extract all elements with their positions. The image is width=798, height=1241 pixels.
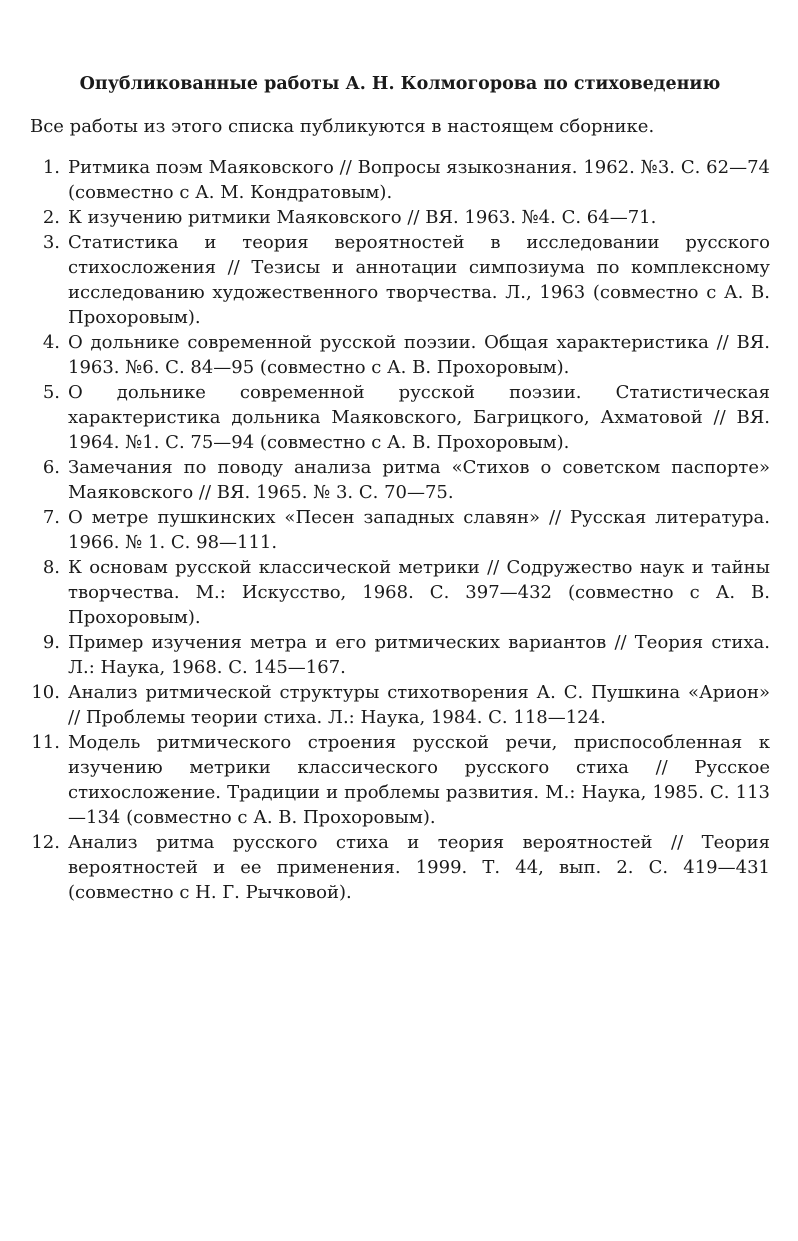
list-item xyxy=(30,730,770,830)
list-item xyxy=(30,205,770,230)
list-item-number: 5. xyxy=(42,382,60,403)
list-item-text: Модель ритмического строения русской речи, приспособленная к изучению метрики классического русского стиха // Русское стихосложение. Традиции и проблемы развития. М.: Наука, 1985. С. 113—134 (совместно с А. В. Прохоровым). xyxy=(68,732,770,828)
list-item-number: 11. xyxy=(31,732,60,753)
list-item xyxy=(30,330,770,380)
list-item-text: Анализ ритма русского стиха и теория вероятностей // Теория вероятностей и ее применения. 1999. Т. 44, вып. 2. С. 419—431 (совместно с Н. Г. Рычковой). xyxy=(68,832,770,903)
list-item-number: 12. xyxy=(31,832,60,853)
list-item-number: 7. xyxy=(42,507,60,528)
list-item-text: К изучению ритмики Маяковского // ВЯ. 1963. №4. С. 64—71. xyxy=(68,207,657,228)
list-item xyxy=(30,380,770,455)
works-list xyxy=(30,155,770,905)
list-item-text: О дольнике современной русской поэзии. Общая характеристика // ВЯ. 1963. №6. С. 84—95 (совместно с А. В. Прохоровым). xyxy=(68,332,770,378)
list-item xyxy=(30,230,770,330)
list-item-number: 6. xyxy=(42,457,60,478)
page xyxy=(30,70,770,905)
list-item-number: 3. xyxy=(42,232,60,253)
list-item-number: 1. xyxy=(42,157,60,178)
list-item-number: 9. xyxy=(42,632,60,653)
list-item-text: О дольнике современной русской поэзии. Статистическая характеристика дольника Маяковского, Багрицкого, Ахматовой // ВЯ. 1964. №1. С. 75—94 (совместно с А. В. Прохоровым). xyxy=(68,382,770,453)
intro-text: Все работы из этого списка публикуются в настоящем сборнике. xyxy=(30,116,655,137)
list-item-text: О метре пушкинских «Песен западных славян» // Русская литература. 1966. № 1. С. 98—111. xyxy=(68,507,770,553)
list-item-number: 8. xyxy=(42,557,60,578)
list-item xyxy=(30,680,770,730)
list-item xyxy=(30,455,770,505)
list-item xyxy=(30,830,770,905)
list-item-text: Замечания по поводу анализа ритма «Стихов о советском паспорте» Маяковского // ВЯ. 1965. № 3. С. 70—75. xyxy=(68,457,770,503)
list-item-text: Пример изучения метра и его ритмических вариантов // Теория стиха. Л.: Наука, 1968. С. 145—167. xyxy=(68,632,770,678)
list-item xyxy=(30,155,770,205)
list-item-number: 4. xyxy=(42,332,60,353)
list-item-text: Ритмика поэм Маяковского // Вопросы языкознания. 1962. №3. С. 62—74 (совместно с А. М. Кондратовым). xyxy=(68,157,770,203)
list-item xyxy=(30,630,770,680)
list-item xyxy=(30,555,770,630)
list-item-text: Статистика и теория вероятностей в исследовании русского стихосложения // Тезисы и аннотации симпозиума по комплексному исследованию художественного творчества. Л., 1963 (совместно с А. В. Прохоровым). xyxy=(68,232,770,328)
list-item-text: К основам русской классической метрики // Содружество наук и тайны творчества. М.: Искусство, 1968. С. 397—432 (совместно с А. В. Прохоровым). xyxy=(68,557,770,628)
list-item-text: Анализ ритмической структуры стихотворения А. С. Пушкина «Арион» // Проблемы теории стиха. Л.: Наука, 1984. С. 118—124. xyxy=(68,682,770,728)
list-item xyxy=(30,505,770,555)
page-title: Опубликованные работы А. Н. Колмогорова по стиховедению xyxy=(79,74,721,94)
list-item-number: 10. xyxy=(31,682,60,703)
list-item-number: 2. xyxy=(42,207,60,228)
